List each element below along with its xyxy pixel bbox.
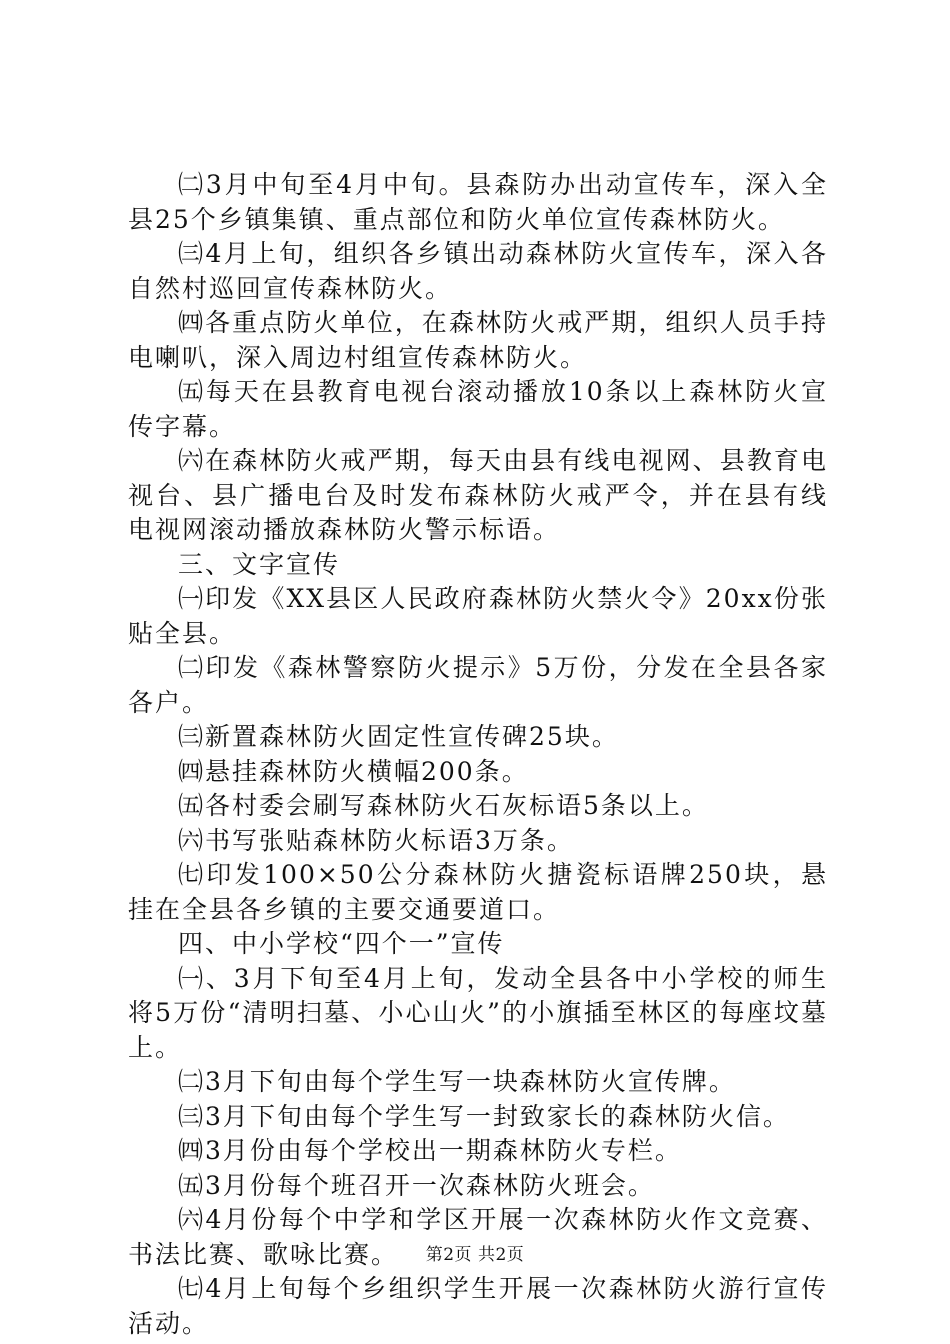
paragraph: ㈢3月下旬由每个学生写一封致家长的森林防火信。 xyxy=(178,1101,790,1131)
paragraph: ㈠、3月下旬至4月上旬，发动全县各中小学校的师生将5万份“清明扫墓、小心山火”的小旗插至林区的每座坟墓上。 xyxy=(128,963,828,1062)
section-heading: 四、中小学校“四个一”宣传 xyxy=(178,929,505,958)
paragraph: ㈤3月份每个班召开一次森林防火班会。 xyxy=(178,1170,655,1200)
paragraph: ㈣3月份由每个学校出一期森林防火专栏。 xyxy=(178,1136,682,1165)
paragraph: ㈡3月中旬至4月中旬。县森防办出动宣传车，深入全县25个乡镇集镇、重点部位和防火单位宣传森林防火。 xyxy=(128,170,828,234)
paragraph: ㈡印发《森林警察防火提示》5万份，分发在全县各家各户。 xyxy=(128,653,828,717)
paragraph: ㈠印发《XX县区人民政府森林防火禁火令》20xx份张贴全县。 xyxy=(128,584,828,648)
paragraph: ㈡3月下旬由每个学生写一块森林防火宣传牌。 xyxy=(178,1067,736,1096)
paragraph: ㈥在森林防火戒严期，每天由县有线电视网、县教育电视台、县广播电台及时发布森林防火戒严令，并在县有线电视网滚动播放森林防火警示标语。 xyxy=(128,446,828,544)
paragraph: ㈤每天在县教育电视台滚动播放10条以上森林防火宣传字幕。 xyxy=(128,377,828,441)
paragraph: ㈦4月上旬每个乡组织学生开展一次森林防火游行宣传活动。 xyxy=(128,1274,828,1338)
paragraph: ㈥书写张贴森林防火标语3万条。 xyxy=(178,825,574,855)
document-body xyxy=(128,168,828,1341)
paragraph: ㈢4月上旬，组织各乡镇出动森林防火宣传车，深入各自然村巡回宣传森林防火。 xyxy=(128,239,828,303)
paragraph: ㈦印发100×50公分森林防火搪瓷标语牌250块，悬挂在全县各乡镇的主要交通要道口。 xyxy=(128,860,828,924)
page-number-footer: 第2页 共2页 xyxy=(425,1245,525,1265)
section-heading: 三、文字宣传 xyxy=(178,549,341,579)
paragraph: ㈣悬挂森林防火横幅200条。 xyxy=(178,756,529,786)
paragraph: ㈣各重点防火单位，在森林防火戒严期，组织人员手持电喇叭，深入周边村组宣传森林防火。 xyxy=(128,308,828,372)
paragraph: ㈤各村委会刷写森林防火石灰标语5条以上。 xyxy=(178,791,709,820)
paragraph: ㈥4月份每个中学和学区开展一次森林防火作文竞赛、书法比赛、歌咏比赛。 xyxy=(128,1205,828,1269)
paragraph: ㈢新置森林防火固定性宣传碑25块。 xyxy=(178,722,619,751)
